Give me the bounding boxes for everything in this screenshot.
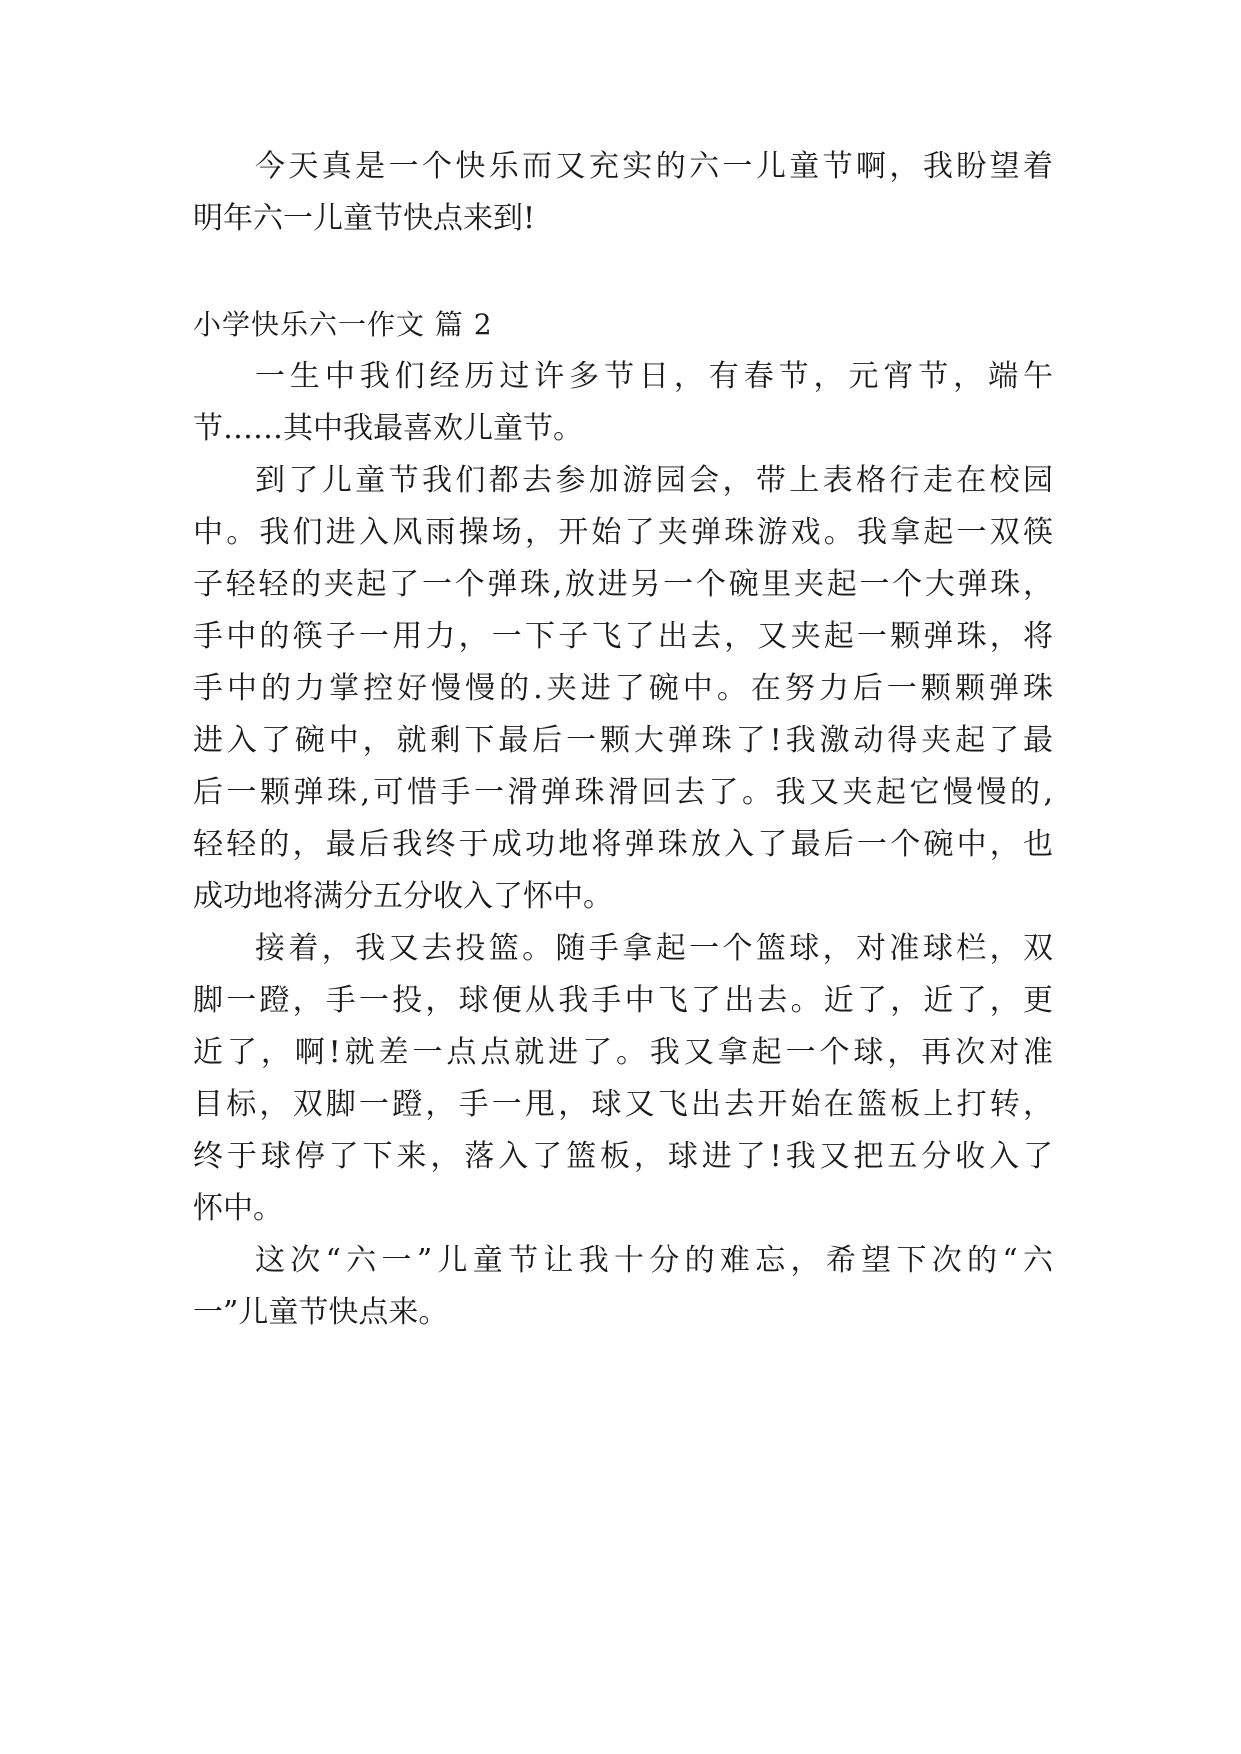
paragraph-line: 终于球停了下来，落入了篮板，球进了!我又把五分收入了 bbox=[193, 1139, 1053, 1174]
paragraph-line: 节……其中我最喜欢儿童节。 bbox=[193, 411, 583, 446]
paragraph-line: 脚一蹬，手一投，球便从我手中飞了出去。近了，近了，更 bbox=[193, 983, 1053, 1018]
paragraph-line: 后一颗弹珠,可惜手一滑弹珠滑回去了。我又夹起它慢慢的, bbox=[193, 775, 1053, 810]
paragraph-line: 子轻轻的夹起了一个弹珠,放进另一个碗里夹起一个大弹珠， bbox=[193, 567, 1053, 602]
paragraph-line: 一生中我们经历过许多节日，有春节，元宵节，端午 bbox=[255, 359, 1053, 394]
paragraph-line: 中。我们进入风雨操场，开始了夹弹珠游戏。我拿起一双筷 bbox=[193, 515, 1053, 550]
paragraph-line: 怀中。 bbox=[193, 1191, 283, 1226]
paragraph-line: 成功地将满分五分收入了怀中。 bbox=[193, 879, 613, 914]
paragraph-line: 接着，我又去投篮。随手拿起一个篮球，对准球栏，双 bbox=[255, 931, 1053, 966]
paragraph-line: 明年六一儿童节快点来到! bbox=[193, 201, 536, 236]
paragraph-line: 手中的筷子一用力，一下子飞了出去，又夹起一颗弹珠，将 bbox=[193, 619, 1053, 654]
section-heading: 小学快乐六一作文 篇 2 bbox=[193, 308, 493, 341]
paragraph-line: 今天真是一个快乐而又充实的六一儿童节啊，我盼望着 bbox=[255, 149, 1053, 184]
paragraph-line: 近了，啊!就差一点点就进了。我又拿起一个球，再次对准 bbox=[193, 1035, 1053, 1070]
paragraph-line: 手中的力掌控好慢慢的.夹进了碗中。在努力后一颗颗弹珠 bbox=[193, 671, 1053, 706]
paragraph-line: 进入了碗中，就剩下最后一颗大弹珠了!我激动得夹起了最 bbox=[193, 723, 1053, 758]
paragraph-line: 这次“六一”儿童节让我十分的难忘，希望下次的“六 bbox=[255, 1243, 1053, 1278]
paragraph-line: 一”儿童节快点来。 bbox=[193, 1295, 449, 1330]
paragraph-line: 轻轻的，最后我终于成功地将弹珠放入了最后一个碗中，也 bbox=[193, 827, 1053, 862]
paragraph-line: 目标，双脚一蹬，手一甩，球又飞出去开始在篮板上打转， bbox=[193, 1087, 1053, 1122]
paragraph-line: 到了儿童节我们都去参加游园会，带上表格行走在校园 bbox=[255, 463, 1053, 498]
